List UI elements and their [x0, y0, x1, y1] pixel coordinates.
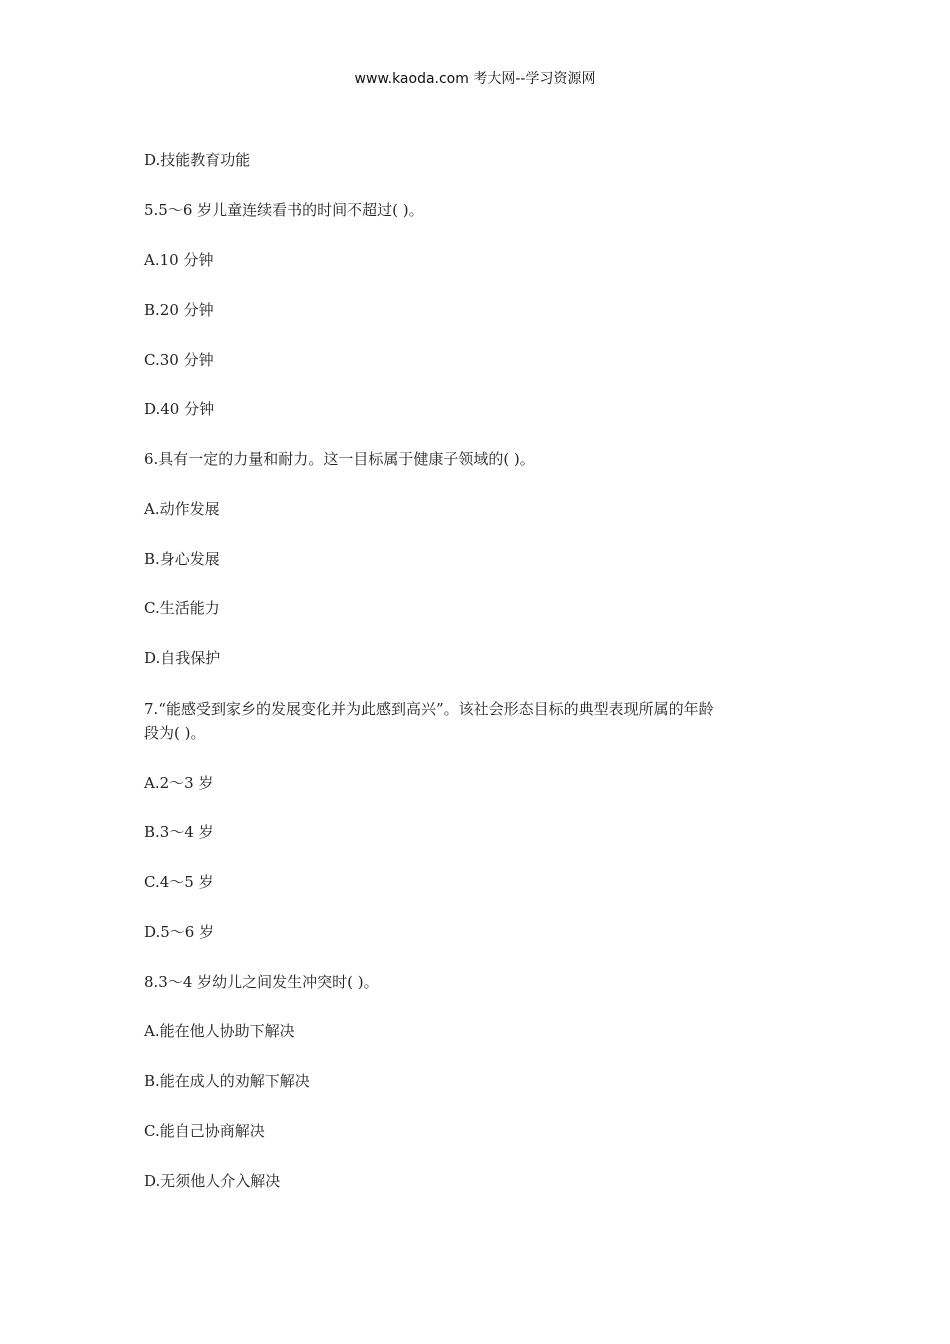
question-7-line-2: 段为( )。 [144, 724, 206, 742]
option-7d: D.5～6 岁 [144, 923, 215, 941]
option-7c: C.4～5 岁 [144, 873, 214, 891]
question-8: 8.3～4 岁幼儿之间发生冲突时( )。 [144, 973, 379, 991]
option-8c: C.能自己协商解决 [144, 1122, 265, 1140]
option-8b: B.能在成人的劝解下解决 [144, 1072, 310, 1090]
option-6d: D.自我保护 [144, 649, 221, 667]
option-7a: A.2～3 岁 [144, 774, 214, 792]
option-5b: B.20 分钟 [144, 301, 214, 319]
option-5a: A.10 分钟 [144, 251, 214, 269]
option-8a: A.能在他人协助下解决 [144, 1022, 295, 1040]
question-6: 6.具有一定的力量和耐力。这一目标属于健康子领域的( )。 [144, 450, 535, 468]
option-6b: B.身心发展 [144, 550, 220, 568]
option-6c: C.生活能力 [144, 599, 220, 617]
option-6a: A.动作发展 [144, 500, 220, 518]
question-5: 5.5～6 岁儿童连续看书的时间不超过( )。 [144, 201, 424, 219]
page-header: www.kaoda.com 考大网--学习资源网 [354, 71, 596, 87]
option-7b: B.3～4 岁 [144, 823, 214, 841]
option-8d: D.无须他人介入解决 [144, 1172, 281, 1190]
option-5c: C.30 分钟 [144, 351, 214, 369]
option-4d: D.技能教育功能 [144, 151, 251, 169]
question-7-line-1: 7.“能感受到家乡的发展变化并为此感到高兴”。该社会形态目标的典型表现所属的年龄 [144, 700, 714, 718]
option-5d: D.40 分钟 [144, 400, 215, 418]
